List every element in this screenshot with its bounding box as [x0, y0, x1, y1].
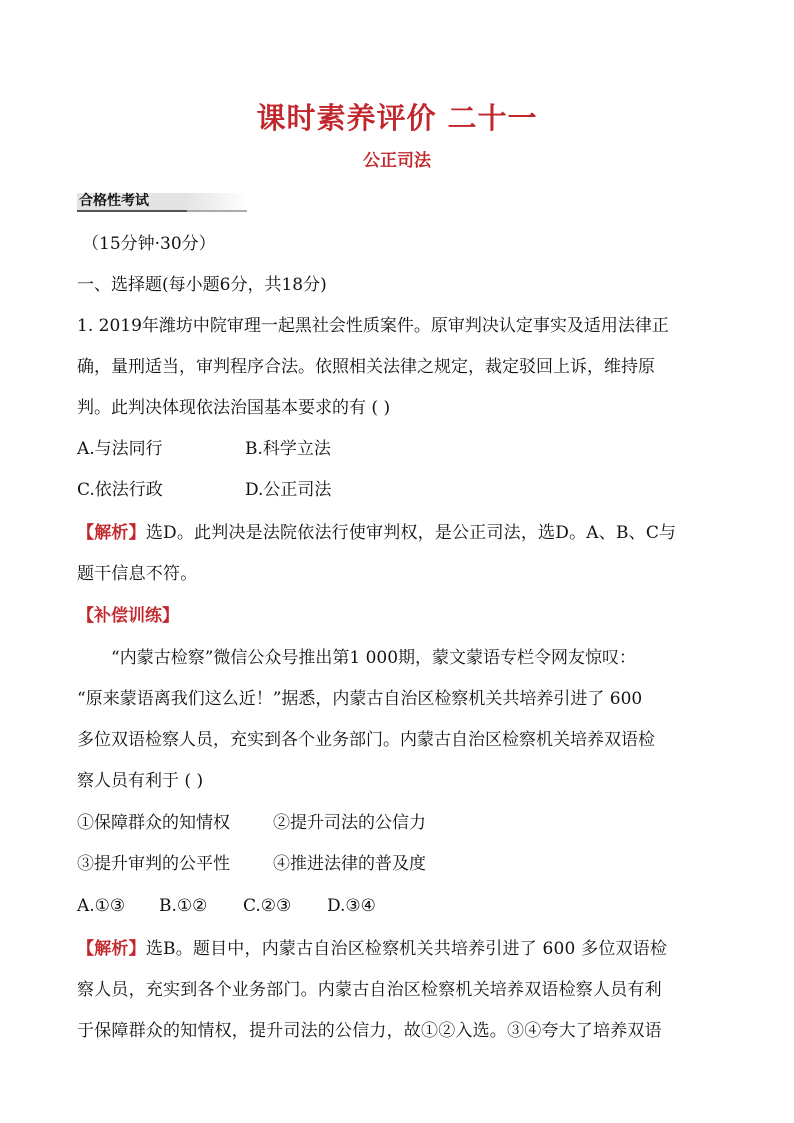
extra-line-4: 察人员有利于 ( ) [77, 771, 204, 791]
extra-statement-4: ④推进法律的普及度 [273, 854, 426, 874]
q1-options-row-2 [77, 478, 331, 502]
extra-analysis-text-1: 选B。题目中，内蒙古自治区检察机关共培养引进了 600 多位双语检 [145, 939, 668, 959]
extra-statement-1: ①保障群众的知情权 [77, 813, 230, 833]
q1-option-c[interactable]: C.依法行政 [77, 480, 163, 500]
q1-option-d[interactable]: D.公正司法 [245, 480, 332, 500]
extra-analysis-tag: 【解析】 [77, 939, 146, 959]
q1-line-1: 1. 2019年潍坊中院审理一起黑社会性质案件。原审判决认定事实及适用法律正 [77, 316, 669, 336]
extra-tag: 【补偿训练】 [77, 606, 179, 626]
extra-analysis-line-2: 察人员，充实到各个业务部门。内蒙古自治区检察机关培养双语检察人员有利 [77, 980, 662, 1000]
page-title: 课时素养评价 二十一 [256, 101, 538, 135]
extra-line-1: “内蒙古检察”微信公众号推出第1 000期，蒙文蒙语专栏令网友惊叹： [111, 648, 637, 668]
q1-line-2: 确，量刑适当，审判程序合法。依照相关法律之规定，裁定驳回上诉，维持原 [77, 357, 655, 377]
extra-statement-3: ③提升审判的公平性 [77, 854, 230, 874]
extra-statements-row-1 [77, 811, 426, 835]
extra-option-b[interactable]: B.①② [159, 896, 208, 916]
extra-statements-row-2 [77, 852, 426, 876]
q1-option-a[interactable]: A.与法同行 [77, 439, 163, 459]
extra-option-c[interactable]: C.②③ [243, 896, 292, 916]
q1-options-row-1 [77, 437, 331, 461]
q1-line-3: 判。此判决体现依法治国基本要求的有 ( ) [77, 398, 391, 418]
q1-option-b[interactable]: B.科学立法 [245, 439, 331, 459]
extra-line-2: “原来蒙语离我们这么近！”据悉，内蒙古自治区检察机关共培养引进了 600 [77, 689, 643, 709]
q1-analysis-line-2: 题干信息不符。 [77, 564, 198, 584]
extra-statement-2: ②提升司法的公信力 [273, 813, 426, 833]
page-subtitle: 公正司法 [363, 151, 431, 171]
section-tag-label: 合格性考试 [79, 193, 149, 209]
extra-analysis-line-1 [77, 937, 667, 961]
q1-analysis-text-1: 选D。此判决是法院依法行使审判权，是公正司法，选D。A、B、C与 [145, 523, 677, 543]
q1-analysis-line-1 [77, 521, 676, 545]
extra-line-3: 多位双语检察人员，充实到各个业务部门。内蒙古自治区检察机关培养双语检 [77, 730, 655, 750]
meta-line: （15分钟·30分） [82, 234, 216, 254]
extra-option-d[interactable]: D.③④ [327, 896, 376, 916]
extra-options-row [77, 894, 376, 918]
extra-option-a[interactable]: A.①③ [77, 896, 126, 916]
extra-analysis-line-3: 于保障群众的知情权，提升司法的公信力，故①②入选。③④夸大了培养双语 [77, 1021, 662, 1041]
q1-analysis-tag: 【解析】 [77, 523, 146, 543]
section-tag [77, 193, 247, 213]
section-tag-fade [187, 193, 247, 212]
part-heading: 一、选择题(每小题6分，共18分) [77, 275, 327, 295]
